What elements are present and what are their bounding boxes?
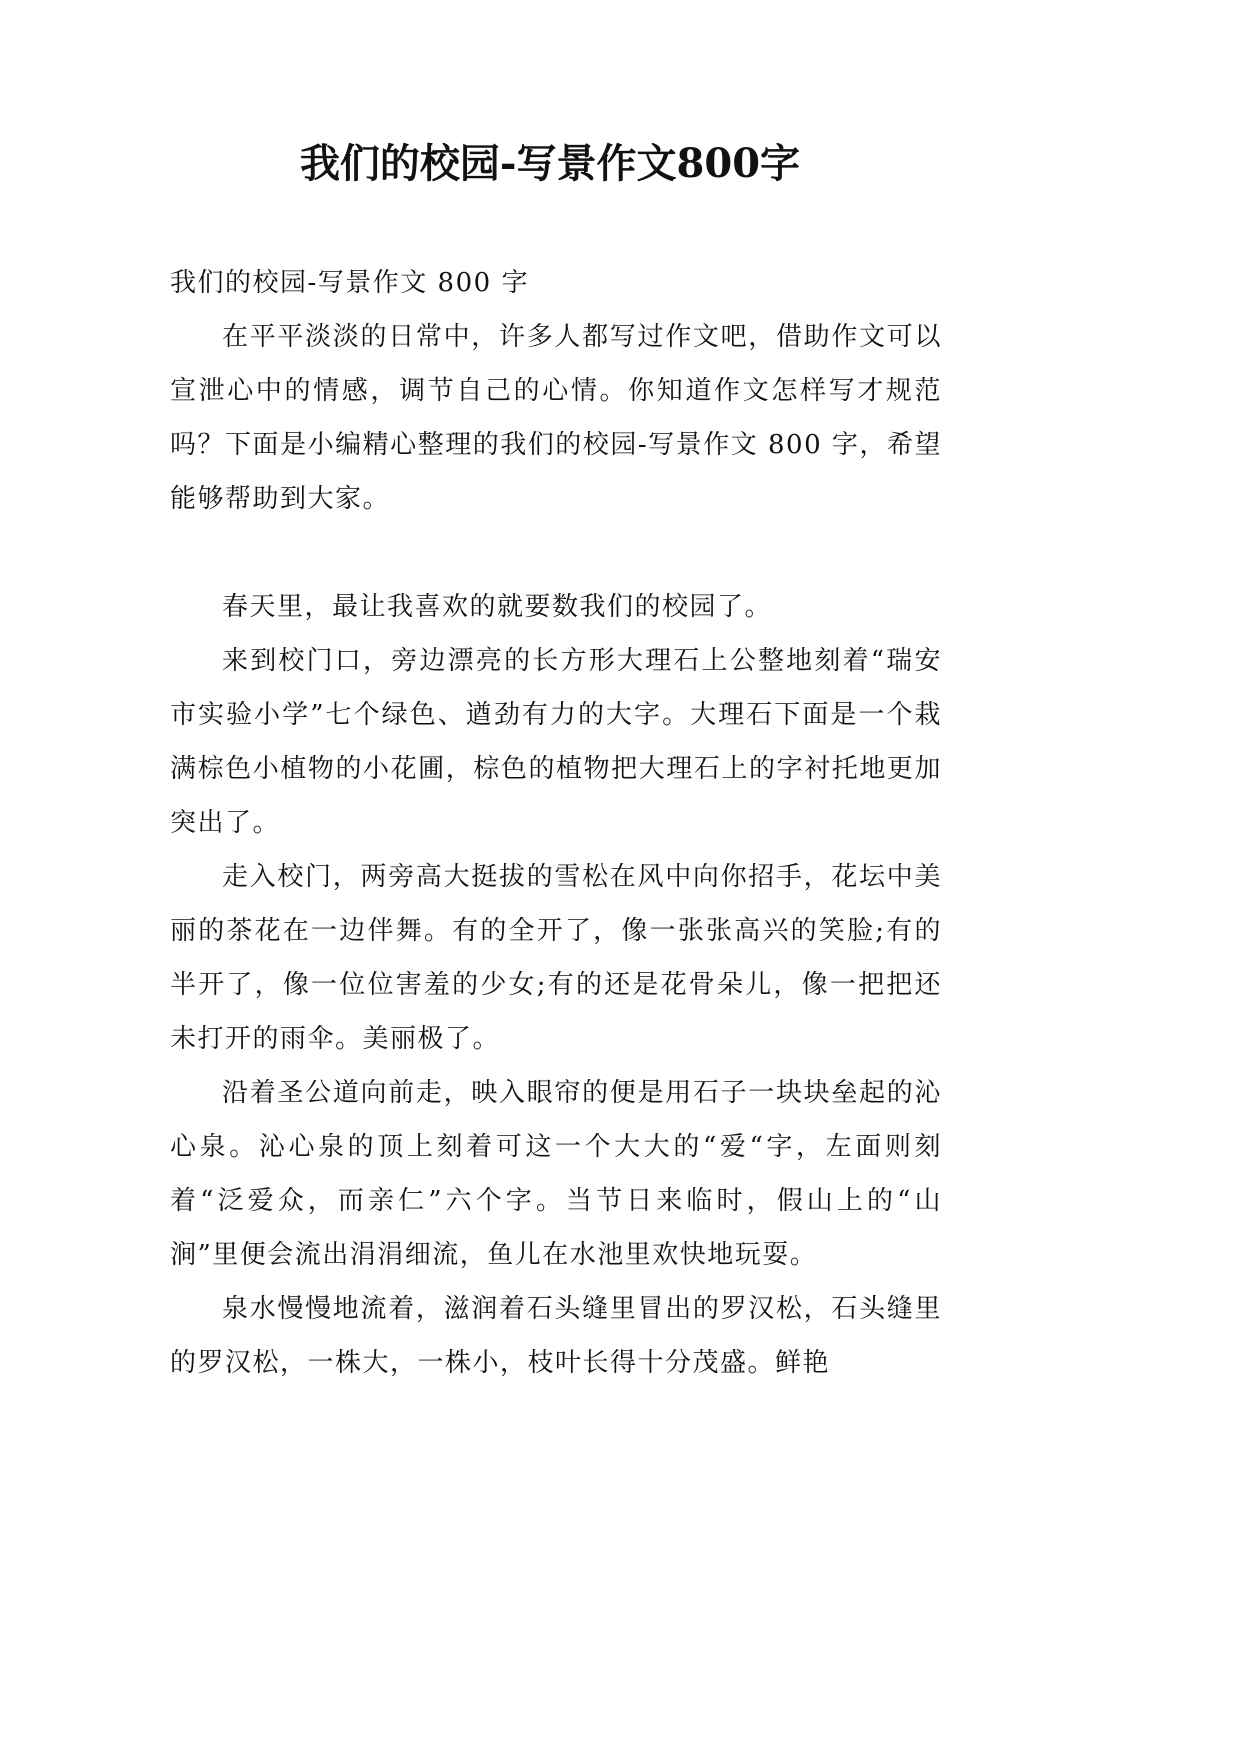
body-paragraph: 来到校门口，旁边漂亮的长方形大理石上公整地刻着“瑞安市实验小学”七个绿色、遒劲有力的大字。大理石下面是一个栽满棕色小植物的小花圃，棕色的植物把大理石上的字衬托地更加突出了。 — [170, 646, 942, 838]
document-subtitle: 我们的校园-写景作文 800 字 — [170, 268, 529, 298]
body-paragraph: 沿着圣公道向前走，映入眼帘的便是用石子一块块垒起的沁心泉。沁心泉的顶上刻着可这一个大大的“爱“字，左面则刻着“泛爱众，而亲仁”六个字。当节日来临时，假山上的“山涧”里便会流出涓涓细流，鱼儿在水池里欢快地玩耍。 — [170, 1078, 942, 1270]
document-title: 我们的校园-写景作文800字 — [299, 140, 801, 187]
body-paragraph: 泉水慢慢地流着，滋润着石头缝里冒出的罗汉松，石头缝里的罗汉松，一株大，一株小，枝叶长得十分茂盛。鲜艳 — [170, 1294, 942, 1378]
paragraph-spacer — [170, 526, 942, 580]
intro-paragraph: 在平平淡淡的日常中，许多人都写过作文吧，借助作文可以宣泄心中的情感，调节自己的心情。你知道作文怎样写才规范吗？下面是小编精心整理的我们的校园-写景作文 800 字，希望能够帮助到大家。 — [170, 322, 942, 514]
body-paragraph: 走入校门，两旁高大挺拔的雪松在风中向你招手，花坛中美丽的茶花在一边伴舞。有的全开了，像一张张高兴的笑脸;有的半开了，像一位位害羞的少女;有的还是花骨朵儿，像一把把还未打开的雨伞。美丽极了。 — [170, 862, 942, 1054]
document-body — [170, 256, 942, 1390]
body-paragraph: 春天里，最让我喜欢的就要数我们的校园了。 — [222, 592, 773, 622]
